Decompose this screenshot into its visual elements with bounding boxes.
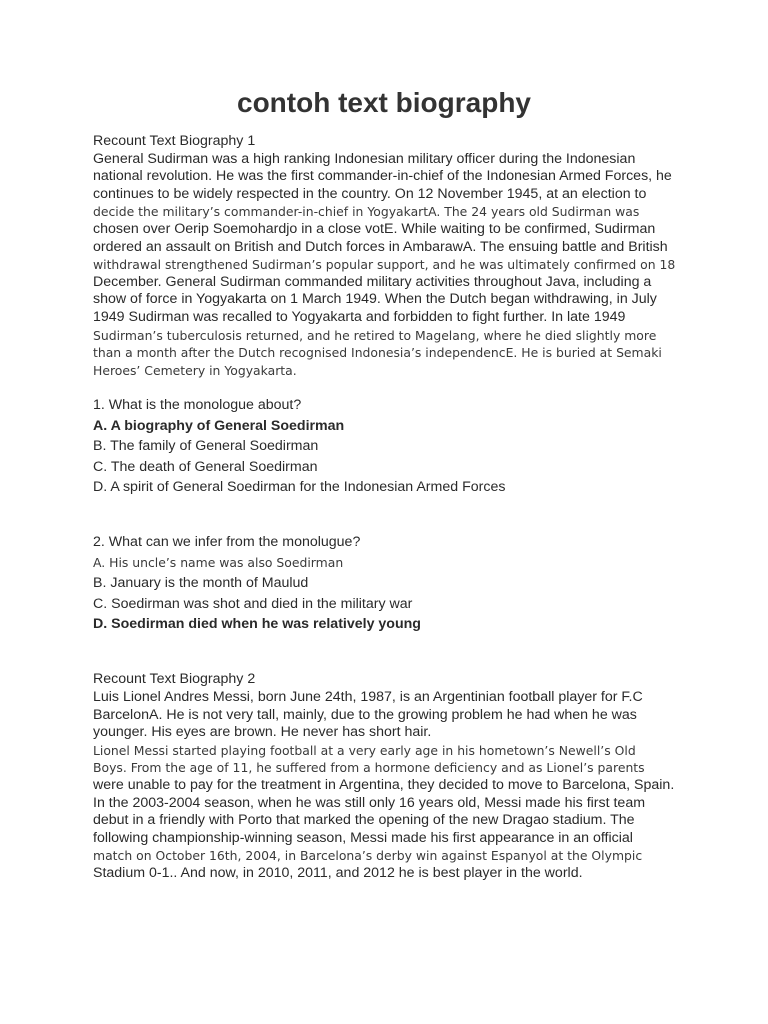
text-line: continues to be widely respected in the country. On 12 November 1945, at an election to — [93, 185, 647, 202]
text-line: ordered an assault on British and Dutch forces in AmbarawA. The ensuing battle and British — [93, 238, 668, 255]
text-line: national revolution. He was the first commander-in-chief of the Indonesian Armed Forces, he — [93, 168, 672, 185]
text-line: match on October 16th, 2004, in Barcelona’s derby win against Espanyol at the Olympic — [93, 848, 643, 864]
question-text: 2. What can we infer from the monolugue? — [93, 534, 361, 551]
question-1 — [93, 395, 693, 497]
text-line: were unable to pay for the treatment in Argentina, they decided to move to Barcelona, Spain. — [93, 776, 675, 793]
text-line: than a month after the Dutch recognised Indonesia’s independencE. He is buried at Semaki — [93, 345, 662, 361]
text-line: Stadium 0-1.. And now, in 2010, 2011, and 2012 he is best player in the world. — [93, 864, 583, 881]
biography-2 — [93, 671, 693, 882]
text-line: 1949 Sudirman was recalled to Yogyakarta and forbidden to fight further. In late 1949 — [93, 308, 626, 325]
text-line: decide the military’s commander-in-chief in YogyakartA. The 24 years old Sudirman was — [93, 204, 640, 220]
answer-option: D. Soedirman died when he was relatively young — [93, 615, 421, 632]
text-line: debut in a friendly with Porto that marked the opening of the new Dragao stadium. The — [93, 812, 635, 829]
answer-option: C. The death of General Soedirman — [93, 458, 318, 475]
text-line: withdrawal strengthened Sudirman’s popular support, and he was ultimately confirmed on 18 — [93, 257, 676, 273]
answer-option: C. Soedirman was shot and died in the military war — [93, 595, 413, 612]
text-line: Heroes’ Cemetery in Yogyakarta. — [93, 362, 297, 378]
answer-option: B. January is the month of Maulud — [93, 575, 309, 592]
question-2-options — [93, 553, 693, 635]
text-line: Lionel Messi started playing football at a very early age in his hometown’s Newell’s Old — [93, 742, 636, 758]
document-content — [93, 133, 693, 883]
text-line: General Sudirman was a high ranking Indonesian military officer during the Indonesian — [93, 150, 636, 167]
biography-1-text — [93, 151, 693, 380]
question-1-options — [93, 416, 693, 498]
text-line: Sudirman’s tuberculosis returned, and he retired to Magelang, where he died slightly more — [93, 327, 657, 343]
text-line: chosen over Oerip Soemohardjo in a close votE. While waiting to be confirmed, Sudirman — [93, 220, 656, 237]
text-line: younger. His eyes are brown. He never has short hair. — [93, 724, 432, 741]
biography-2-text — [93, 689, 693, 883]
text-line: following championship-winning season, Messi made his first appearance in an official — [93, 829, 633, 846]
text-line: Boys. From the age of 11, he suffered from a hormone deficiency and as Lionel’s parents — [93, 760, 645, 776]
text-line: In the 2003-2004 season, when he was still only 16 years old, Messi made his first team — [93, 794, 646, 811]
section-heading: Recount Text Biography 1 — [93, 133, 256, 149]
question-2 — [93, 532, 693, 634]
biography-1 — [93, 133, 693, 379]
question-text: 1. What is the monologue about? — [93, 397, 302, 414]
answer-option: B. The family of General Soedirman — [93, 438, 319, 455]
text-line: December. General Sudirman commanded military activities throughout Java, including a — [93, 273, 652, 290]
text-line: Luis Lionel Andres Messi, born June 24th, 1987, is an Argentinian football player for F.C — [93, 688, 643, 705]
page-title: contoh text biography — [237, 87, 531, 118]
text-line: show of force in Yogyakarta on 1 March 1949. When the Dutch began withdrawing, in July — [93, 291, 657, 308]
text-line: BarcelonA. He is not very tall, mainly, due to the growing problem he had when he was — [93, 706, 637, 723]
answer-option: D. A spirit of General Soedirman for the Indonesian Armed Forces — [93, 478, 506, 495]
answer-option: A. His uncle’s name was also Soedirman — [93, 554, 344, 570]
section-heading: Recount Text Biography 2 — [93, 671, 256, 688]
answer-option: A. A biography of General Soedirman — [93, 417, 345, 434]
